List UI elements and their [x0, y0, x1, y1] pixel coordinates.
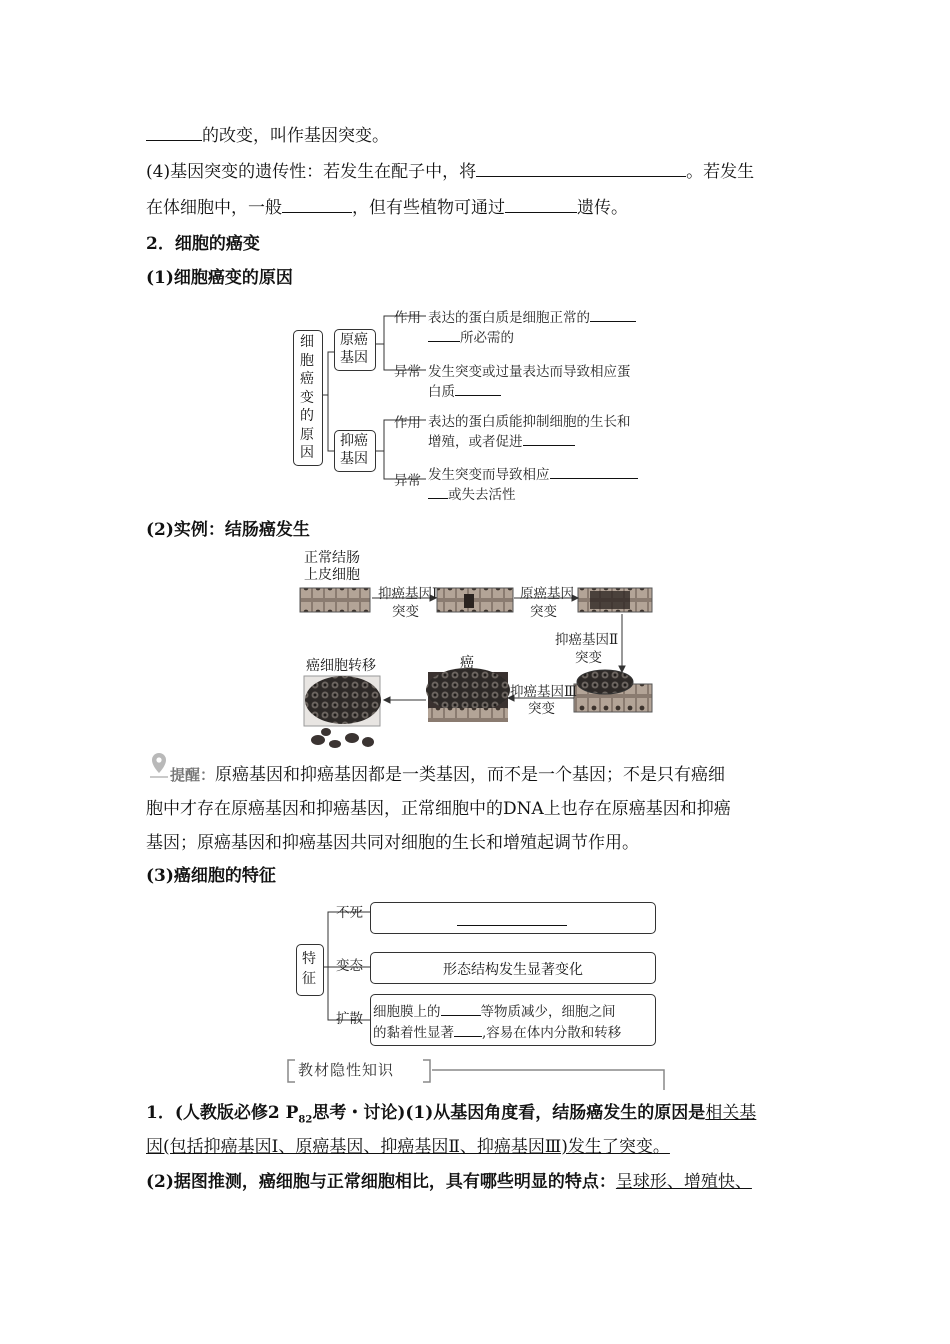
step2-mutation-label: 突变 — [530, 604, 557, 620]
proto-abnormal-text-1: 发生突变或过量表达而导致相应蛋 — [428, 364, 631, 380]
subsection-heading: (3)癌细胞的特征 — [146, 866, 276, 886]
transform-text: 形态结构发生显著变化 — [443, 962, 583, 978]
text: 的改变，叫作基因突变。 — [202, 126, 389, 146]
proto-oncogene-label: 原癌基因 — [340, 332, 368, 366]
answer-text: 呈球形、增殖快、 — [615, 1172, 752, 1192]
tip-label: 提醒： — [170, 766, 216, 784]
step4-label: 抑癌基因Ⅲ — [510, 684, 578, 700]
text: 思考・讨论)(1)从基因角度看，结肠癌发生的原因是 — [312, 1103, 706, 1123]
step2-label: 原癌基因 — [520, 586, 574, 602]
text: (2)据图推测，癌细胞与正常细胞相比，具有哪些明显的特点： — [146, 1172, 616, 1192]
text: 的黏着性显著 — [373, 1025, 454, 1041]
text: 白质 — [428, 384, 455, 400]
question-1-line-1 — [146, 1101, 756, 1132]
step4-mutation-label: 突变 — [528, 701, 555, 717]
step1-label: 抑癌基因Ⅰ — [378, 586, 438, 602]
tip-line-2: 胞中才存在原癌基因和抑癌基因，正常细胞中的DNA上也存在原癌基因和抑癌 — [146, 799, 731, 819]
hidden-knowledge-title: 教材隐性知识 — [298, 1061, 395, 1079]
text: 1．(人教版必修2 P — [146, 1103, 299, 1123]
role-label: 作用 — [394, 415, 421, 431]
tip-line-3: 基因；原癌基因和抑癌基因共同对细胞的生长和增殖起调节作用。 — [146, 833, 639, 853]
step3-label: 抑癌基因Ⅱ — [555, 632, 619, 648]
text: 增殖，或者促进 — [428, 434, 523, 450]
section-heading: 2．细胞的癌变 — [146, 234, 260, 254]
question-2-line-1 — [146, 1170, 752, 1194]
text: ，但有些植物可通过 — [352, 198, 505, 218]
subsection-heading: (2)实例：结肠癌发生 — [146, 520, 310, 540]
text: ,容易在体内分散和转移 — [482, 1025, 622, 1041]
abnormal-label: 异常 — [394, 473, 421, 489]
metastasis-label: 癌细胞转移 — [306, 658, 376, 674]
subsection-heading: (1)细胞癌变的原因 — [146, 268, 293, 288]
transform-label: 变态 — [336, 958, 363, 974]
cancer-causes-root-label: 细胞癌变的原因 — [300, 334, 314, 461]
text: 正常结肠 — [304, 550, 360, 566]
text: 遗传。 — [577, 198, 628, 218]
text: 所必需的 — [460, 330, 514, 346]
abnormal-label: 异常 — [394, 364, 421, 380]
text: 或失去活性 — [448, 487, 516, 503]
text: (4)基因突变的遗传性：若发生在配子中，将 — [146, 162, 477, 182]
tumor-suppressor-label: 抑癌基因 — [340, 433, 368, 467]
text: 上皮细胞 — [304, 567, 360, 583]
supp-role-text-1: 表达的蛋白质能抑制细胞的生长和 — [428, 414, 631, 430]
text: 等物质减少，细胞之间 — [480, 1004, 616, 1020]
text: 82 — [298, 1114, 313, 1126]
text: 表达的蛋白质是细胞正常的 — [428, 310, 590, 326]
cancer-label: 癌 — [460, 655, 474, 671]
role-label: 作用 — [394, 310, 421, 326]
spread-label: 扩散 — [336, 1011, 363, 1027]
text: 发生突变而导致相应 — [428, 467, 550, 483]
features-root-label: 特征 — [302, 951, 316, 987]
step1-mutation-label: 突变 — [392, 604, 419, 620]
question-1-line-2: 因(包括抑癌基因Ⅰ、原癌基因、抑癌基因Ⅱ、抑癌基因Ⅲ)发生了突变。 — [146, 1137, 670, 1157]
text: 在体细胞中，一般 — [146, 198, 282, 218]
answer-text: 相关基 — [705, 1103, 757, 1123]
text: 原癌基因和抑癌基因都是一类基因，而不是一个基因；不是只有癌细 — [215, 765, 726, 785]
text: 细胞膜上的 — [373, 1004, 441, 1020]
text: 。若发生 — [686, 162, 755, 182]
step3-mutation-label: 突变 — [575, 650, 602, 666]
immortal-label: 不死 — [336, 905, 363, 921]
